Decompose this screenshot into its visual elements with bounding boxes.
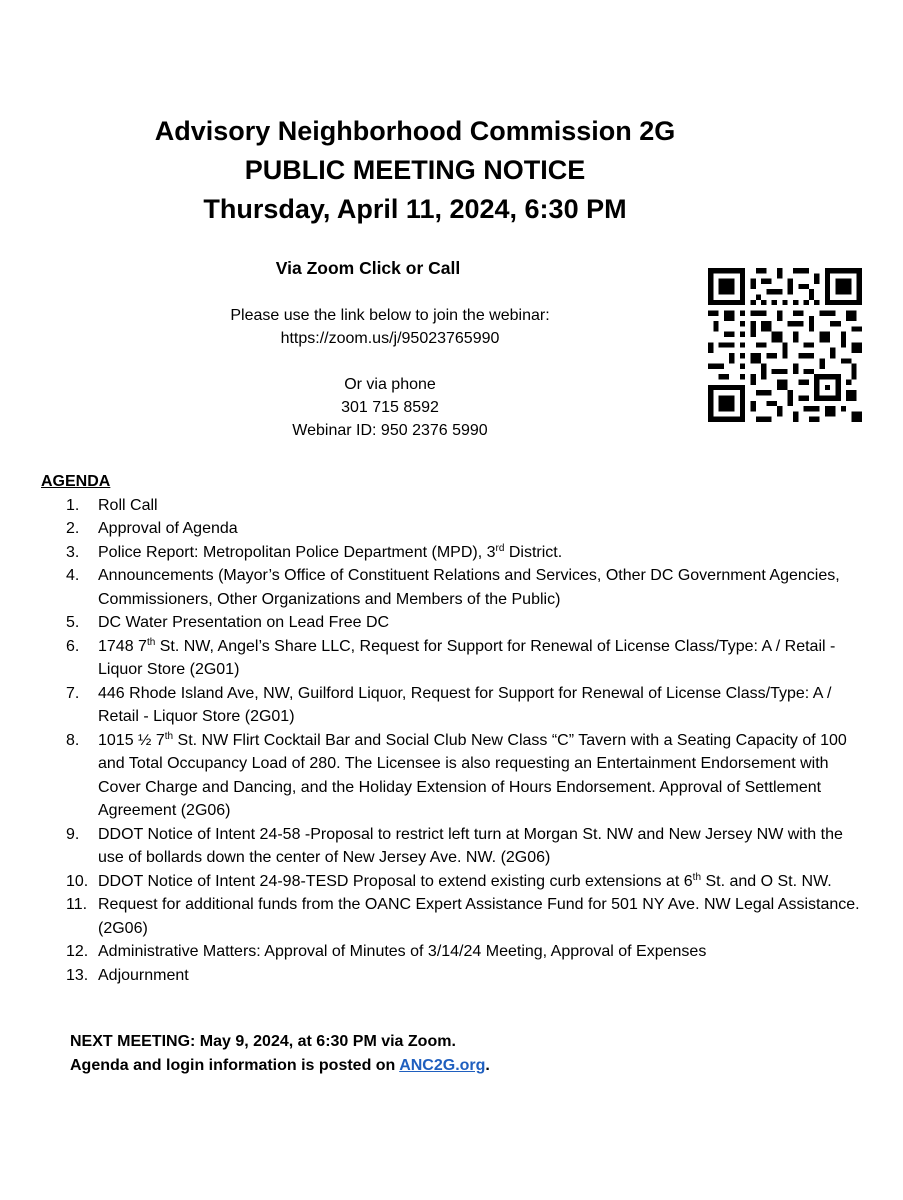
agenda-item	[40, 611, 860, 635]
agenda-item-text: Adjournment	[98, 966, 189, 984]
agenda-item-text: 446 Rhode Island Ave, NW, Guilford Liquor, Request for Support for Renewal of License Class/Type: A / Retail - Liquor Store (2G01)	[98, 684, 832, 725]
agenda-item-text: Approval of Agenda	[98, 520, 238, 537]
agenda-item-number: 7.	[66, 684, 80, 702]
agenda-item-text: DC Water Presentation on Lead Free DC	[98, 614, 390, 631]
agenda-item	[40, 494, 860, 518]
agenda-item-number: 11.	[66, 896, 88, 913]
agenda-item-text: Roll Call	[98, 496, 158, 514]
agenda-item	[40, 870, 860, 894]
qr-code-icon[interactable]	[708, 268, 862, 422]
agenda-item-text: Police Report: Metropolitan Police Department (MPD), 3	[98, 543, 496, 561]
ordinal-suffix: th	[164, 730, 174, 742]
agenda-item-number: 2.	[66, 520, 80, 537]
agenda-item-number: 9.	[66, 825, 80, 843]
meeting-date: Thursday, April 11, 2024, 6:30 PM	[203, 194, 627, 224]
agenda-item-text: Request for additional funds from the OANC Expert Assistance Fund for 501 NY Ave. NW Legal Assistance. (2G06)	[98, 896, 860, 937]
agenda-item-number: 13.	[66, 966, 89, 984]
commission-title: Advisory Neighborhood Commission 2G	[154, 116, 676, 146]
zoom-link[interactable]: https://zoom.us/j/95023765990	[280, 330, 500, 347]
agenda-item-number: 12.	[66, 943, 89, 960]
agenda-item-text-cont: St. NW, Angel’s Share LLC, Request for Support for Renewal of License Class/Type: A / Retail -Liquor Store (2G01)	[98, 637, 836, 678]
phone-intro: Or via phone	[344, 376, 436, 393]
ordinal-suffix: th	[146, 636, 156, 648]
period: .	[485, 1057, 490, 1074]
phone-number: 301 715 8592	[341, 399, 439, 416]
notice-header	[0, 112, 830, 229]
agenda-item-text: DDOT Notice of Intent 24-58 -Proposal to restrict left turn at Morgan St. NW and New Jersey NW with the use of bollards down the center of New Jersey Ave. NW. (2G06)	[98, 825, 843, 866]
agenda-section	[40, 470, 860, 987]
agenda-item	[40, 729, 860, 823]
agenda-item-text: 1015 ½ 7	[98, 731, 165, 749]
agenda-item	[40, 964, 860, 988]
agenda-item-number: 8.	[66, 731, 80, 749]
agenda-item-number: 5.	[66, 614, 80, 631]
zoom-heading: Via Zoom Click or Call	[275, 258, 461, 278]
agenda-heading: AGENDA	[41, 473, 111, 490]
anc2g-website-link[interactable]: ANC2G.org	[399, 1057, 486, 1074]
agenda-item	[40, 517, 860, 541]
agenda-item	[40, 541, 860, 565]
ordinal-suffix: th	[692, 871, 702, 883]
agenda-info-line	[70, 1054, 490, 1078]
notice-title: PUBLIC MEETING NOTICE	[244, 155, 586, 185]
next-meeting-text: NEXT MEETING: May 9, 2024, at 6:30 PM via Zoom.	[70, 1033, 456, 1050]
agenda-item	[40, 893, 860, 940]
agenda-item-number: 3.	[66, 543, 80, 561]
agenda-item	[40, 635, 860, 682]
agenda-item-text: 1748 7	[98, 637, 147, 655]
agenda-item-number: 6.	[66, 637, 80, 655]
agenda-item-text: Administrative Matters: Approval of Minutes of 3/14/24 Meeting, Approval of Expenses	[98, 943, 707, 960]
agenda-item-text-cont: St. NW Flirt Cocktail Bar and Social Club New Class “C” Tavern with a Seating Capacity of 100 and Total Occupancy Load of 280. The Licensee is also requesting an Entertainment Endorsement with Cover Charge and Dancing, and the Holiday Extension of Hours Endorsement. Approval of Settlement Agreement (2G06)	[98, 731, 847, 819]
agenda-list	[40, 494, 860, 988]
agenda-item	[40, 682, 860, 729]
webinar-id: Webinar ID: 950 2376 5990	[292, 422, 488, 439]
agenda-item-number: 4.	[66, 567, 80, 584]
ordinal-suffix: rd	[495, 542, 505, 554]
agenda-item-number: 1.	[66, 496, 80, 514]
agenda-item	[40, 823, 860, 870]
zoom-info	[110, 304, 670, 442]
zoom-instruction: Please use the link below to join the webinar:	[230, 307, 550, 324]
agenda-item-text: Announcements (Mayor’s Office of Constituent Relations and Services, Other DC Government Agencies, Commissioners, Other Organizations and Members of the Public)	[98, 567, 840, 608]
agenda-item-text-cont: District.	[504, 543, 563, 561]
agenda-item	[40, 564, 860, 611]
agenda-item-text-cont: St. and O St. NW.	[701, 872, 832, 890]
agenda-item-text: DDOT Notice of Intent 24-98-TESD Proposal to extend existing curb extensions at 6	[98, 872, 693, 890]
agenda-item	[40, 940, 860, 964]
agenda-info-text: Agenda and login information is posted on	[70, 1057, 400, 1074]
agenda-item-number: 10.	[66, 872, 89, 890]
next-meeting-footer	[70, 1030, 490, 1078]
